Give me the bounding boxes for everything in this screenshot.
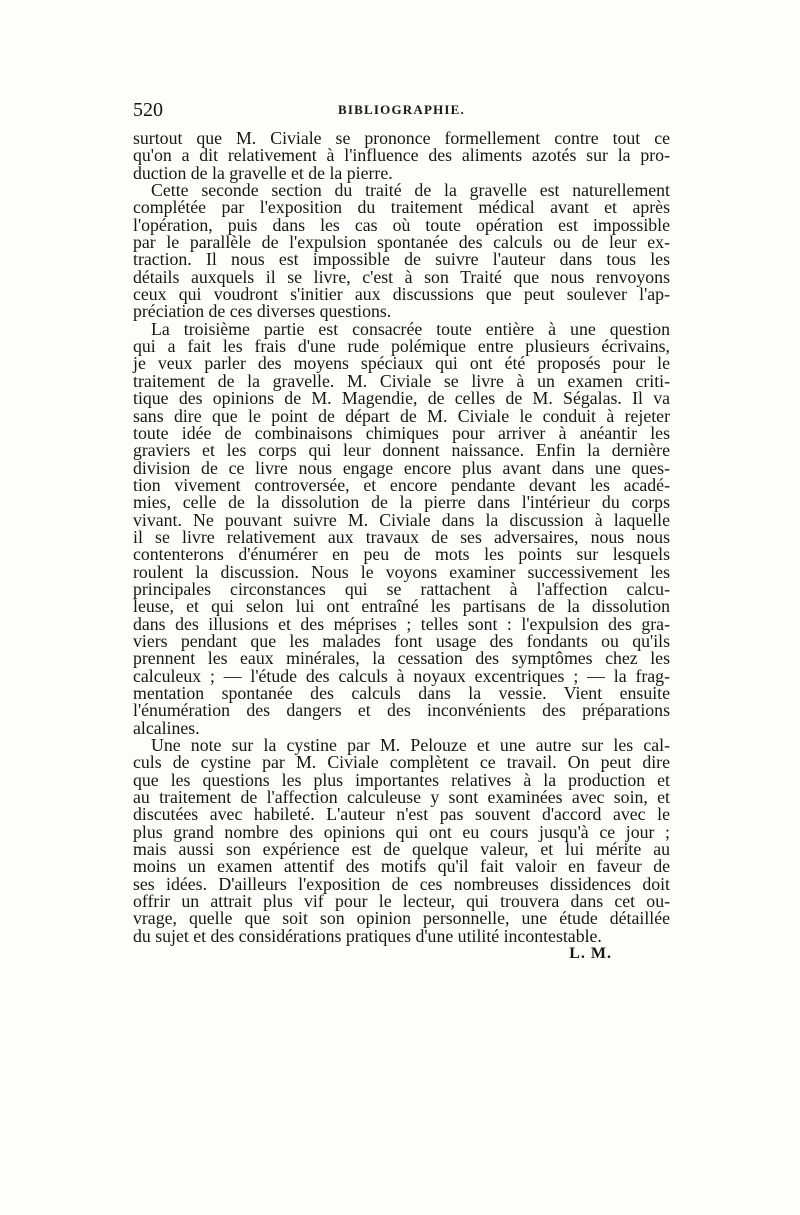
text-line: ceux qui voudront s'initier aux discussions que peut soulever l'ap-: [133, 284, 670, 305]
text-line: sans dire que le point de départ de M. Civiale le conduit à rejeter: [133, 405, 670, 426]
text-line: moins un examen attentif des motifs qu'il fait valoir en faveur de: [133, 856, 670, 877]
text-line: viers pendant que les malades font usage des fondants ou qu'ils: [133, 630, 670, 651]
article-body: [133, 130, 670, 963]
text-line: calculeux ; — l'étude des calculs à noyaux excentriques ; — la frag-: [133, 665, 670, 686]
text-line: alcalines.: [133, 717, 200, 738]
text-line: tique des opinions de M. Magendie, de celles de M. Ségalas. Il va: [133, 388, 670, 409]
text-line: l'opération, puis dans les cas où toute opération est impossible: [133, 214, 670, 235]
running-title: BIBLIOGRAPHIE.: [338, 102, 465, 117]
text-line: offrir un attrait plus vif pour le lecteur, qui trouvera dans cet ou-: [133, 891, 670, 912]
author-signature: L. M.: [569, 945, 612, 963]
text-line: principales circonstances qui se rattachent à l'affection calcu-: [133, 578, 670, 599]
text-line: au traitement de l'affection calculeuse y sont examinées avec soin, et: [133, 787, 670, 808]
text-line: traitement de la gravelle. M. Civiale se livre à un examen criti-: [133, 370, 670, 391]
text-line: culs de cystine par M. Civiale complètent ce travail. On peut dire: [133, 752, 670, 773]
text-line: La troisième partie est consacrée toute entière à une question: [151, 318, 670, 339]
page-header: [133, 98, 670, 122]
text-line: mies, celle de la dissolution de la pierre dans l'intérieur du corps: [133, 492, 670, 513]
text-line: Une note sur la cystine par M. Pelouze et une autre sur les cal-: [151, 735, 670, 756]
text-line: dans des illusions et des méprises ; telles sont : l'expulsion des gra-: [133, 613, 670, 634]
text-line: je veux parler des moyens spéciaux qui ont été proposés pour le: [133, 353, 670, 374]
paragraph: [133, 130, 670, 182]
text-line: l'énumération des dangers et des inconvénients des préparations: [133, 700, 670, 721]
text-line: vrage, quelle que soit son opinion personnelle, une étude détaillée: [133, 908, 670, 929]
text-line: que les questions les plus importantes relatives à la production et: [133, 769, 670, 790]
text-line: qui a fait les frais d'une rude polémique entre plusieurs écrivains,: [133, 336, 670, 357]
text-line: duction de la gravelle et de la pierre.: [133, 162, 393, 183]
text-line: du sujet et des considérations pratiques d'une utilité incontestable.: [133, 925, 602, 946]
text-line: mentation spontanée des calculs dans la vessie. Vient ensuite: [133, 683, 670, 703]
text-line: Cette seconde section du traité de la gravelle est naturellement: [151, 180, 670, 201]
text-line: par le parallèle de l'expulsion spontanée des calculs ou de leur ex-: [133, 232, 670, 253]
paragraph: [133, 182, 670, 321]
text-line: il se livre relativement aux travaux de ses adversaires, nous nous: [133, 526, 670, 547]
paragraph: [133, 737, 670, 945]
text-line: ses idées. D'ailleurs l'exposition de ces nombreuses dissidences doit: [133, 873, 670, 894]
text-line: roulent la discussion. Nous le voyons examiner successivement les: [133, 561, 670, 582]
paragraph: [133, 318, 670, 738]
text-line: discutées avec habileté. L'auteur n'est pas souvent d'accord avec le: [133, 804, 670, 825]
page-number: 520: [133, 99, 163, 121]
text-line: détails auxquels il se livre, c'est à son Traité que nous renvoyons: [133, 266, 670, 287]
text-line: surtout que M. Civiale se prononce formellement contre tout ce: [133, 128, 670, 148]
text-line: vivant. Ne pouvant suivre M. Civiale dans la discussion à laquelle: [133, 509, 670, 530]
text-line: contenterons d'énumérer en peu de mots les points sur lesquels: [133, 544, 670, 565]
text-line: traction. Il nous est impossible de suivre l'auteur dans tous les: [133, 249, 670, 270]
text-line: mais aussi son expérience est de quelque valeur, et lui mérite au: [133, 839, 670, 860]
text-line: tion vivement controversée, et encore pendante devant les acadé-: [133, 474, 670, 495]
text-line: complétée par l'exposition du traitement médical avant et après: [133, 197, 670, 218]
text-line: qu'on a dit relativement à l'influence des aliments azotés sur la pro-: [133, 145, 670, 166]
text-line: leuse, et qui selon lui ont entraîné les partisans de la dissolution: [133, 596, 670, 617]
text-line: graviers et les corps qui leur donnent naissance. Enfin la dernière: [133, 440, 670, 461]
text-line: préciation de ces diverses questions.: [133, 301, 392, 322]
text-line: toute idée de combinaisons chimiques pour arriver à anéantir les: [133, 422, 670, 443]
text-line: division de ce livre nous engage encore plus avant dans une ques-: [133, 457, 670, 478]
text-line: plus grand nombre des opinions qui ont eu cours jusqu'à ce jour ;: [133, 821, 670, 842]
text-line: prennent les eaux minérales, la cessation des symptômes chez les: [133, 648, 670, 669]
